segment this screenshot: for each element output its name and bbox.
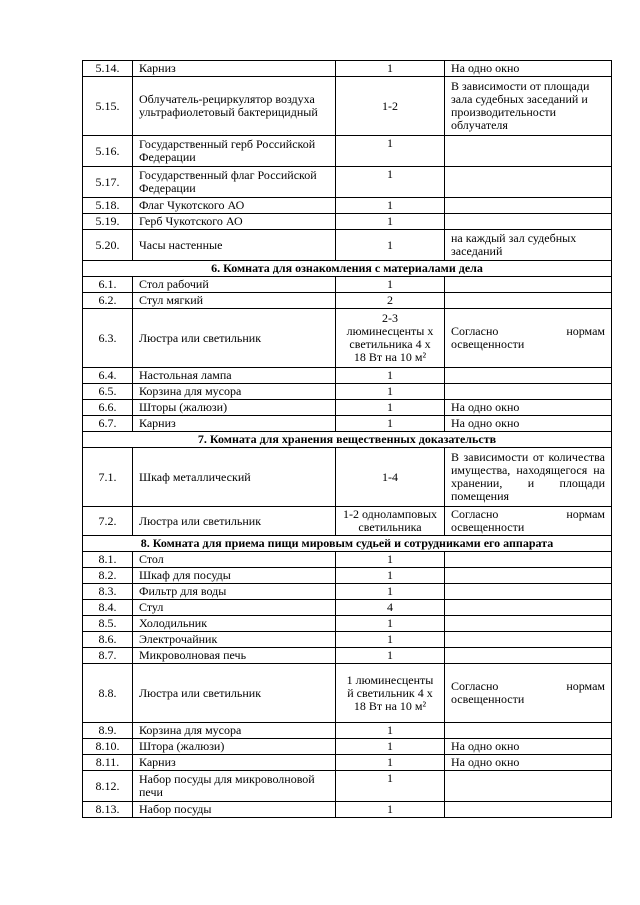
item-name: Корзина для мусора xyxy=(133,723,336,739)
item-name: Штора (жалюзи) xyxy=(133,739,336,755)
item-note xyxy=(445,293,612,309)
item-number: 7.2. xyxy=(83,507,133,536)
item-quantity: 1 xyxy=(336,552,445,568)
item-number: 8.1. xyxy=(83,552,133,568)
table-row xyxy=(83,448,612,507)
item-name: Фильтр для воды xyxy=(133,584,336,600)
table-row xyxy=(83,167,612,198)
item-quantity: 1 xyxy=(336,230,445,261)
item-note: Согласно нормам освещенности xyxy=(445,664,612,723)
item-quantity: 1 xyxy=(336,167,445,198)
item-quantity: 1 xyxy=(336,136,445,167)
item-number: 8.7. xyxy=(83,648,133,664)
item-note xyxy=(445,552,612,568)
item-name: Флаг Чукотского АО xyxy=(133,198,336,214)
item-quantity: 1 xyxy=(336,416,445,432)
item-name: Холодильник xyxy=(133,616,336,632)
equipment-table-body xyxy=(83,61,612,818)
item-name: Стол рабочий xyxy=(133,277,336,293)
table-row xyxy=(83,293,612,309)
item-quantity: 1 люминесценты й светильник 4 х 18 Вт на 10 м² xyxy=(336,664,445,723)
item-number: 6.6. xyxy=(83,400,133,416)
item-note xyxy=(445,600,612,616)
table-row xyxy=(83,61,612,77)
item-number: 8.2. xyxy=(83,568,133,584)
section-title: 7. Комната для хранения вещественных доказательств xyxy=(83,432,612,448)
item-number: 5.19. xyxy=(83,214,133,230)
item-name: Люстра или светильник xyxy=(133,507,336,536)
item-number: 8.9. xyxy=(83,723,133,739)
item-quantity: 1 xyxy=(336,198,445,214)
item-name: Стул мягкий xyxy=(133,293,336,309)
section-header-row xyxy=(83,432,612,448)
section-title: 8. Комната для приема пищи мировым судьей и сотрудниками его аппарата xyxy=(83,536,612,552)
item-name: Корзина для мусора xyxy=(133,384,336,400)
table-row xyxy=(83,648,612,664)
item-number: 5.17. xyxy=(83,167,133,198)
item-number: 6.4. xyxy=(83,368,133,384)
item-note xyxy=(445,632,612,648)
table-row xyxy=(83,723,612,739)
item-note xyxy=(445,384,612,400)
item-name: Набор посуды для микроволновой печи xyxy=(133,771,336,802)
item-number: 5.16. xyxy=(83,136,133,167)
item-note: На одно окно xyxy=(445,755,612,771)
item-name: Государственный флаг Российской Федерации xyxy=(133,167,336,198)
item-name: Настольная лампа xyxy=(133,368,336,384)
table-row xyxy=(83,552,612,568)
table-row xyxy=(83,664,612,723)
item-name: Карниз xyxy=(133,61,336,77)
item-quantity: 1 xyxy=(336,384,445,400)
item-quantity: 1 xyxy=(336,277,445,293)
item-note: В зависимости от площади зала судебных заседаний и производительности облучателя xyxy=(445,77,612,136)
item-name: Шкаф металлический xyxy=(133,448,336,507)
table-row xyxy=(83,214,612,230)
item-note xyxy=(445,368,612,384)
item-number: 8.11. xyxy=(83,755,133,771)
item-number: 8.6. xyxy=(83,632,133,648)
section-title: 6. Комната для ознакомления с материалами дела xyxy=(83,261,612,277)
equipment-table xyxy=(82,60,612,818)
item-number: 6.3. xyxy=(83,309,133,368)
table-row xyxy=(83,230,612,261)
item-name: Люстра или светильник xyxy=(133,664,336,723)
item-name: Шкаф для посуды xyxy=(133,568,336,584)
item-name: Стул xyxy=(133,600,336,616)
item-note: В зависимости от количества имущества, находящегося на хранении, и площади помещения xyxy=(445,448,612,507)
item-quantity: 1 xyxy=(336,400,445,416)
item-quantity: 1-4 xyxy=(336,448,445,507)
table-row xyxy=(83,384,612,400)
table-row xyxy=(83,368,612,384)
table-row xyxy=(83,771,612,802)
item-quantity: 1 xyxy=(336,632,445,648)
section-header-row xyxy=(83,261,612,277)
item-quantity: 1 xyxy=(336,61,445,77)
item-quantity: 1 xyxy=(336,368,445,384)
item-quantity: 1-2 одноламповых светильника xyxy=(336,507,445,536)
table-row xyxy=(83,400,612,416)
item-quantity: 1 xyxy=(336,648,445,664)
table-row xyxy=(83,739,612,755)
item-note xyxy=(445,584,612,600)
item-name: Карниз xyxy=(133,416,336,432)
item-number: 5.15. xyxy=(83,77,133,136)
item-number: 6.5. xyxy=(83,384,133,400)
item-note xyxy=(445,802,612,818)
item-quantity: 1 xyxy=(336,584,445,600)
item-quantity: 1 xyxy=(336,568,445,584)
item-number: 5.20. xyxy=(83,230,133,261)
item-number: 6.1. xyxy=(83,277,133,293)
item-quantity: 1-2 xyxy=(336,77,445,136)
table-row xyxy=(83,802,612,818)
item-name: Микроволновая печь xyxy=(133,648,336,664)
table-row xyxy=(83,755,612,771)
item-note: На одно окно xyxy=(445,416,612,432)
item-name: Люстра или светильник xyxy=(133,309,336,368)
item-note: На одно окно xyxy=(445,400,612,416)
item-number: 8.3. xyxy=(83,584,133,600)
section-header-row xyxy=(83,536,612,552)
item-number: 5.14. xyxy=(83,61,133,77)
table-row xyxy=(83,77,612,136)
item-note xyxy=(445,616,612,632)
table-row xyxy=(83,600,612,616)
table-row xyxy=(83,198,612,214)
table-row xyxy=(83,632,612,648)
table-row xyxy=(83,584,612,600)
item-note xyxy=(445,723,612,739)
item-note xyxy=(445,648,612,664)
item-number: 6.2. xyxy=(83,293,133,309)
table-row xyxy=(83,416,612,432)
item-note: на каждый зал судебных заседаний xyxy=(445,230,612,261)
table-row xyxy=(83,616,612,632)
item-number: 8.4. xyxy=(83,600,133,616)
item-quantity: 1 xyxy=(336,755,445,771)
item-note xyxy=(445,167,612,198)
table-row xyxy=(83,507,612,536)
item-note xyxy=(445,568,612,584)
item-number: 5.18. xyxy=(83,198,133,214)
item-note xyxy=(445,214,612,230)
item-number: 8.12. xyxy=(83,771,133,802)
table-row xyxy=(83,309,612,368)
item-note xyxy=(445,277,612,293)
item-quantity: 1 xyxy=(336,771,445,802)
item-name: Стол xyxy=(133,552,336,568)
item-note xyxy=(445,136,612,167)
item-quantity: 1 xyxy=(336,739,445,755)
item-name: Шторы (жалюзи) xyxy=(133,400,336,416)
item-name: Набор посуды xyxy=(133,802,336,818)
item-quantity: 4 xyxy=(336,600,445,616)
item-name: Облучатель-рециркулятор воздуха ультрафиолетовый бактерицидный xyxy=(133,77,336,136)
item-quantity: 1 xyxy=(336,214,445,230)
item-note xyxy=(445,198,612,214)
item-quantity: 2 xyxy=(336,293,445,309)
item-quantity: 1 xyxy=(336,616,445,632)
item-name: Электрочайник xyxy=(133,632,336,648)
item-number: 8.5. xyxy=(83,616,133,632)
item-note: На одно окно xyxy=(445,739,612,755)
item-name: Карниз xyxy=(133,755,336,771)
item-name: Часы настенные xyxy=(133,230,336,261)
item-quantity: 2-3 люминесценты х светильника 4 х 18 Вт на 10 м² xyxy=(336,309,445,368)
item-name: Государственный герб Российской Федерации xyxy=(133,136,336,167)
item-number: 8.8. xyxy=(83,664,133,723)
item-note: Согласно нормам освещенности xyxy=(445,309,612,368)
item-number: 8.13. xyxy=(83,802,133,818)
table-row xyxy=(83,277,612,293)
item-number: 8.10. xyxy=(83,739,133,755)
item-note: На одно окно xyxy=(445,61,612,77)
table-row xyxy=(83,568,612,584)
item-number: 7.1. xyxy=(83,448,133,507)
item-quantity: 1 xyxy=(336,802,445,818)
item-name: Герб Чукотского АО xyxy=(133,214,336,230)
item-note: Согласно нормам освещенности xyxy=(445,507,612,536)
item-number: 6.7. xyxy=(83,416,133,432)
item-note xyxy=(445,771,612,802)
item-quantity: 1 xyxy=(336,723,445,739)
table-row xyxy=(83,136,612,167)
